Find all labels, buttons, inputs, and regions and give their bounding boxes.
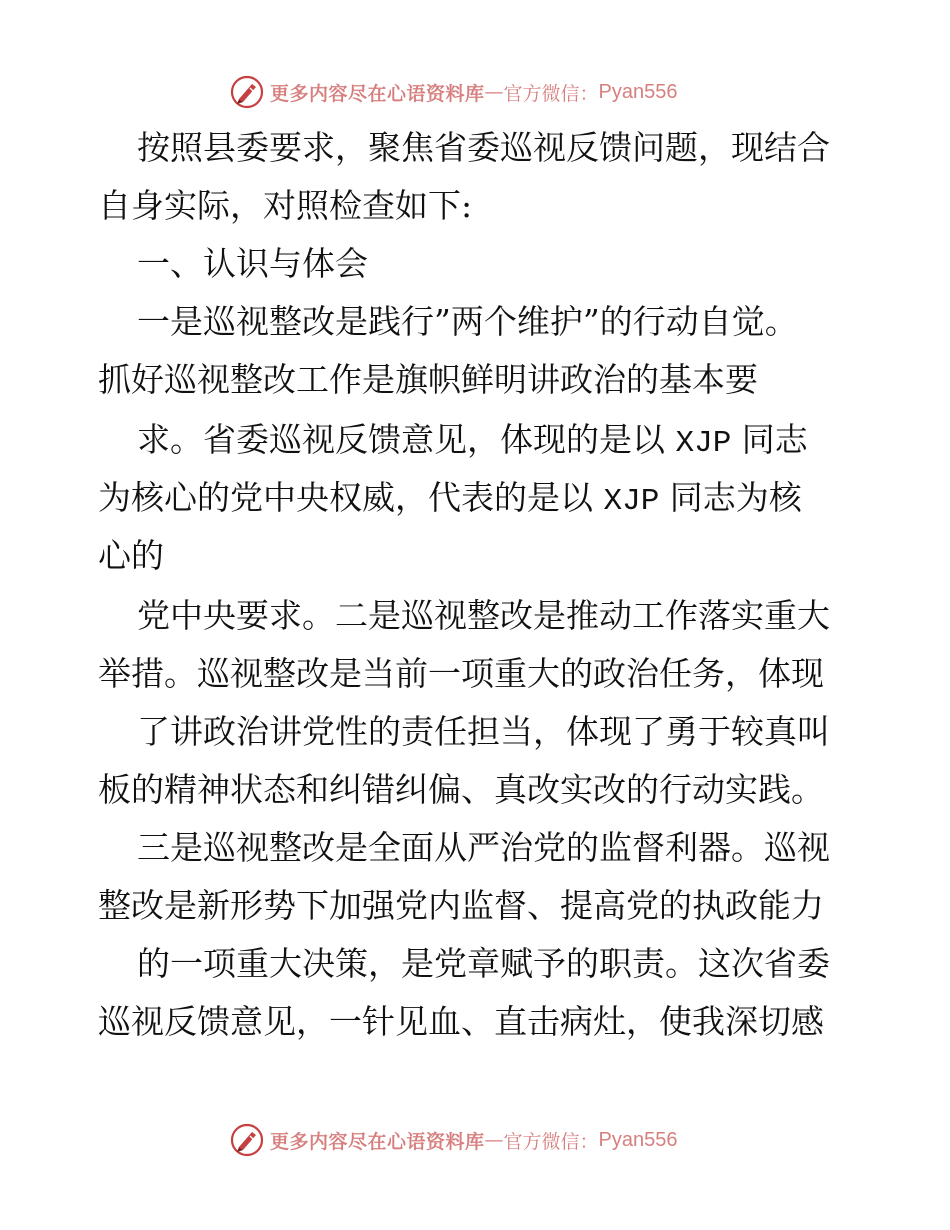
watermark-account: Pyan556	[598, 1128, 678, 1151]
abbreviation-text: XJP	[603, 484, 660, 519]
body-line: 巡视反馈意见，一针见血、直击病灶，使我深切感	[98, 1002, 824, 1041]
header-watermark	[230, 72, 678, 112]
watermark-label: 官方微信：	[503, 82, 599, 105]
body-line: 一是巡视整改是践行”两个维护”的行动自觉。	[137, 302, 798, 341]
body-line: 自身实际，对照检查如下:	[98, 186, 473, 225]
body-line: 整改是新形势下加强党内监督、提高党的执政能力	[98, 886, 824, 925]
body-line: 按照县委要求，聚焦省委巡视反馈问题，现结合	[137, 128, 830, 167]
watermark-brand: 更多内容尽在心语资料库	[270, 82, 485, 105]
watermark-account: Pyan556	[598, 80, 678, 103]
body-line: 为核心的党中央权威，代表的是以 XJP 同志为核	[98, 478, 802, 519]
body-line: 党中央要求。二是巡视整改是推动工作落实重大	[137, 596, 830, 635]
body-line: 了讲政治讲党性的责任担当，体现了勇于较真叫	[137, 712, 830, 751]
watermark-dash: —	[484, 1129, 504, 1151]
abbreviation-text: XJP	[675, 426, 732, 461]
pen-logo-icon	[230, 75, 264, 109]
section-heading: 一、认识与体会	[137, 244, 368, 283]
body-line: 抓好巡视整改工作是旗帜鲜明讲政治的基本要	[98, 360, 758, 399]
footer-watermark	[230, 1120, 678, 1160]
watermark-brand: 更多内容尽在心语资料库	[270, 1130, 485, 1153]
watermark-label: 官方微信：	[503, 1130, 599, 1153]
watermark-dash: —	[484, 81, 504, 103]
body-line: 求。省委巡视反馈意见，体现的是以 XJP 同志	[137, 420, 808, 461]
body-line: 心的	[98, 536, 164, 575]
pen-logo-icon	[230, 1123, 264, 1157]
body-line: 举措。巡视整改是当前一项重大的政治任务，体现	[98, 654, 824, 693]
body-line: 三是巡视整改是全面从严治党的监督利器。巡视	[137, 828, 830, 867]
body-line: 板的精神状态和纠错纠偏、真改实改的行动实践。	[98, 770, 824, 809]
body-line: 的一项重大决策，是党章赋予的职责。这次省委	[137, 944, 830, 983]
